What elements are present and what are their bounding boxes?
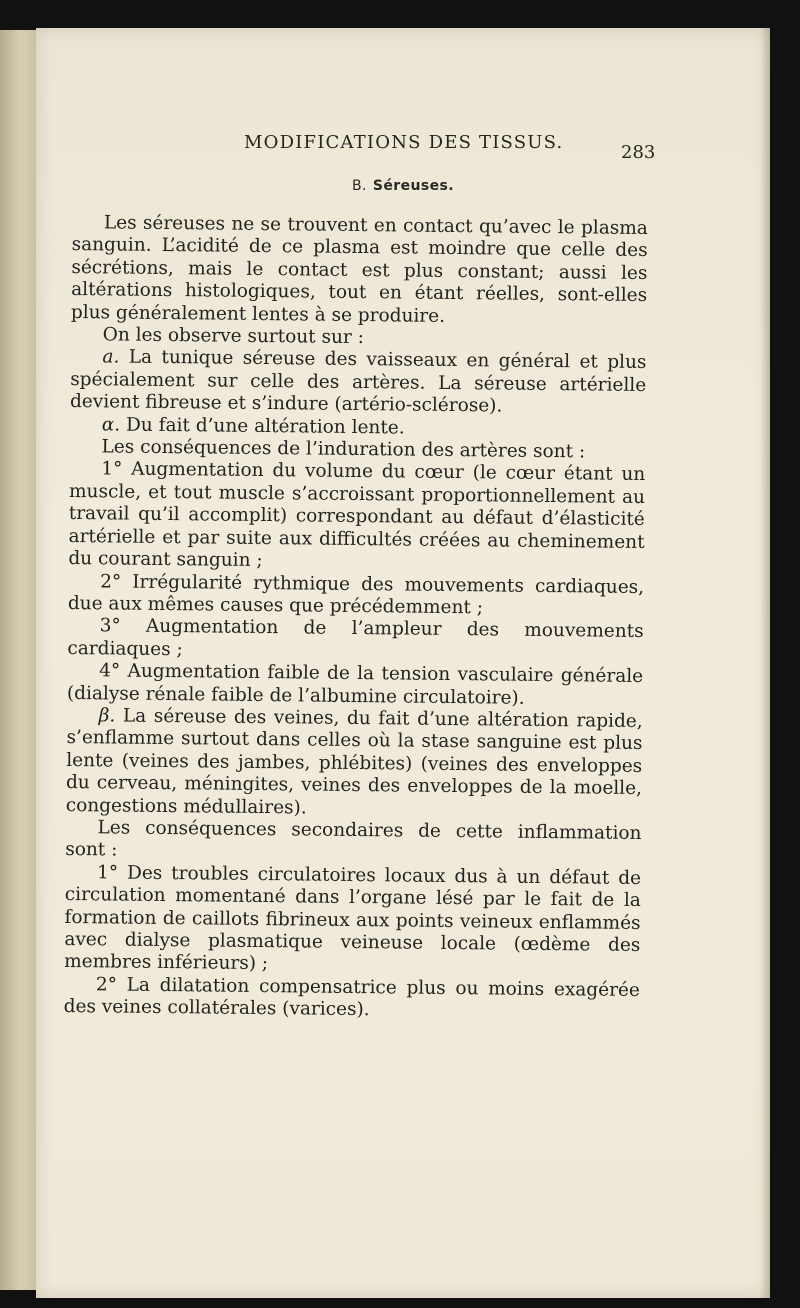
page-edge-shadow — [760, 28, 770, 1298]
book-page — [36, 28, 770, 1298]
paragraph-text: On les observe surtout sur : — [102, 324, 364, 349]
section-label: B. — [352, 178, 367, 194]
list-item — [64, 862, 641, 980]
list-item — [68, 458, 645, 576]
paragraph-text: Des troubles circulatoires locaux dus à un défaut de circulation momentané dans l’organe lésé par le fait de la formation de caillots fibrineux aux points veineux enflammés avec dialyse plasmatique veineuse locale (œdème des membres inférieurs) ; — [64, 862, 642, 975]
paragraph-text: Augmentation de l’ampleur des mouvements cardiaques ; — [67, 616, 644, 660]
list-item — [64, 974, 640, 1025]
paragraph-marker: 3° — [99, 615, 121, 637]
paragraph-marker: 1° — [101, 458, 123, 481]
paragraph — [65, 817, 641, 868]
paragraph-text: Les conséquences de l’induration des artères sont : — [101, 436, 586, 463]
body-text — [64, 212, 648, 1025]
paragraph-text: Les conséquences secondaires de cette inflammation sont : — [65, 817, 642, 861]
section-heading — [36, 178, 770, 194]
paragraph-text: La séreuse des veines, du fait d’une altération rapide, s’enflamme surtout dans celles où la stase sanguine est plus lente (veines des jambes, phlébites) (veines des enveloppes du cerveau, méningites, veines des enveloppes de la moelle, congestions médullaires). — [65, 705, 643, 819]
paragraph-marker: β. — [98, 705, 116, 727]
paragraph-marker: 1° — [96, 862, 119, 884]
paragraph-marker: a. — [102, 346, 120, 368]
left-page-edge — [0, 30, 38, 1290]
page-header — [36, 132, 770, 162]
running-title: MODIFICATIONS DES TISSUS. — [244, 132, 564, 153]
list-item — [67, 660, 643, 711]
list-item — [67, 615, 643, 666]
list-item — [68, 570, 644, 621]
page-number: 283 — [621, 142, 656, 163]
paragraph-text: Irrégularité rythmique des mouvements cardiaques, due aux mêmes causes que précédemment ; — [67, 571, 645, 619]
list-item — [66, 705, 643, 823]
section-title: Séreuses. — [372, 178, 454, 194]
paragraph-text: Augmentation faible de la tension vasculaire générale (dialyse rénale faible de l’albumine circulatoire). — [66, 660, 644, 709]
paragraph-text: La tunique séreuse des vaisseaux en général et plus spécialement sur celle des artères. La séreuse artérielle devient fibreuse et s’indure (artério-sclérose). — [69, 347, 647, 417]
paragraph-marker: 2° — [100, 570, 122, 593]
paragraph-text: Du fait d’une altération lente. — [125, 414, 405, 439]
paragraph-marker: 2° — [95, 974, 118, 996]
paragraph-text: Augmentation du volume du cœur (le cœur étant un muscle, et tout muscle s’accroissant proportionnellement au travail qu’il accomplit) correspondant au défaut d’élasticité artérielle et par suite aux difficultés créées au cheminement du courant sanguin ; — [68, 459, 646, 572]
paragraph-marker: α. — [101, 413, 121, 436]
paragraph — [71, 212, 648, 330]
paragraph-marker: 4° — [99, 660, 121, 682]
paragraph-text: La dilatation compensatrice plus ou moins exagérée des veines collatérales (varices). — [63, 974, 640, 1021]
paragraph-text: Les séreuses ne se trouvent en contact qu’avec le plasma sanguin. L’acidité de ce plasma est moindre que celle des sécrétions, mais le contact est plus constant; aussi les altérations histologiques, tout en étant réelles, sont-elles plus généralement lentes à se produire. — [70, 212, 648, 327]
list-item — [70, 346, 647, 419]
